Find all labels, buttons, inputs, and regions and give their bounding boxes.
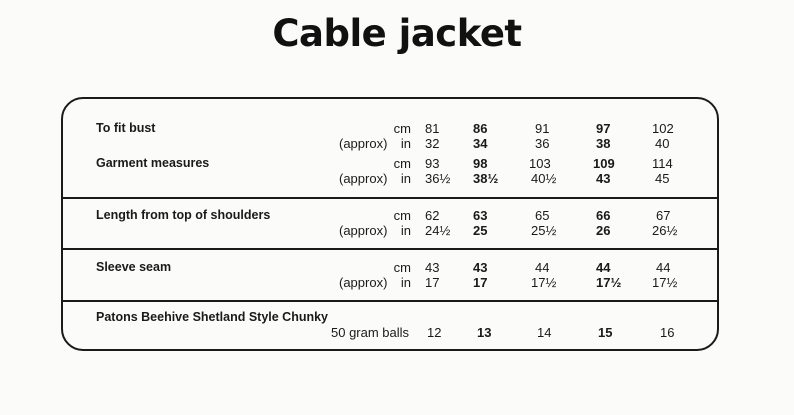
value-cell: 86 <box>473 121 488 136</box>
value-cell: 43 <box>596 171 611 186</box>
section-divider <box>63 248 717 250</box>
value-cell: 17 <box>473 275 488 290</box>
value-cell: 17½ <box>531 275 557 290</box>
unit-cm: cm <box>393 121 411 136</box>
page-title: Cable jacket <box>272 12 522 55</box>
value-cell: 17½ <box>652 275 678 290</box>
unit-in: in <box>400 171 411 186</box>
value-cell: 34 <box>473 136 488 151</box>
unit-in: in <box>400 223 411 238</box>
unit-in: in <box>400 275 411 290</box>
value-cell: 24½ <box>425 223 451 238</box>
unit-cm: cm <box>393 208 411 223</box>
unit-cm: cm <box>393 260 411 275</box>
value-cell: 44 <box>596 260 611 275</box>
value-cell: 15 <box>598 325 613 340</box>
approx-label: (approx) <box>339 275 388 290</box>
value-cell: 67 <box>656 208 671 223</box>
row-label-length: Length from top of shoulders <box>96 208 271 222</box>
value-cell: 66 <box>596 208 611 223</box>
value-cell: 103 <box>529 156 551 171</box>
value-cell: 102 <box>652 121 674 136</box>
approx-label: (approx) <box>339 223 388 238</box>
row-label-bust: To fit bust <box>96 121 156 135</box>
unit-in: in <box>400 136 411 151</box>
value-cell: 45 <box>655 171 670 186</box>
size-table <box>61 97 719 351</box>
value-cell: 44 <box>535 260 550 275</box>
row-label-yarn: Patons Beehive Shetland Style Chunky <box>96 310 329 324</box>
value-cell: 81 <box>425 121 440 136</box>
value-cell: 43 <box>473 260 488 275</box>
approx-label: (approx) <box>339 136 388 151</box>
value-cell: 40 <box>655 136 670 151</box>
value-cell: 97 <box>596 121 611 136</box>
value-cell: 98 <box>473 156 488 171</box>
value-cell: 109 <box>593 156 615 171</box>
value-cell: 62 <box>425 208 440 223</box>
value-cell: 44 <box>656 260 671 275</box>
section-divider <box>63 197 717 199</box>
value-cell: 40½ <box>531 171 557 186</box>
value-cell: 13 <box>477 325 492 340</box>
value-cell: 26½ <box>652 223 678 238</box>
value-cell: 36 <box>535 136 550 151</box>
value-cell: 63 <box>473 208 488 223</box>
value-cell: 93 <box>425 156 440 171</box>
value-cell: 32 <box>425 136 440 151</box>
value-cell: 16 <box>660 325 675 340</box>
value-cell: 36½ <box>425 171 451 186</box>
value-cell: 26 <box>596 223 611 238</box>
value-cell: 25 <box>473 223 488 238</box>
value-cell: 17½ <box>596 275 622 290</box>
value-cell: 17 <box>425 275 440 290</box>
value-cell: 114 <box>652 156 673 171</box>
row-label-garment: Garment measures <box>96 156 210 170</box>
unit-cm: cm <box>393 156 411 171</box>
value-cell: 91 <box>535 121 550 136</box>
value-cell: 14 <box>537 325 552 340</box>
value-cell: 38 <box>596 136 611 151</box>
value-cell: 38½ <box>473 171 499 186</box>
value-cell: 65 <box>535 208 550 223</box>
value-cell: 12 <box>427 325 442 340</box>
approx-label: (approx) <box>339 171 388 186</box>
unit-balls: 50 gram balls <box>331 325 410 340</box>
section-divider <box>63 300 717 302</box>
value-cell: 25½ <box>531 223 557 238</box>
value-cell: 43 <box>425 260 440 275</box>
row-label-sleeve: Sleeve seam <box>96 260 172 274</box>
